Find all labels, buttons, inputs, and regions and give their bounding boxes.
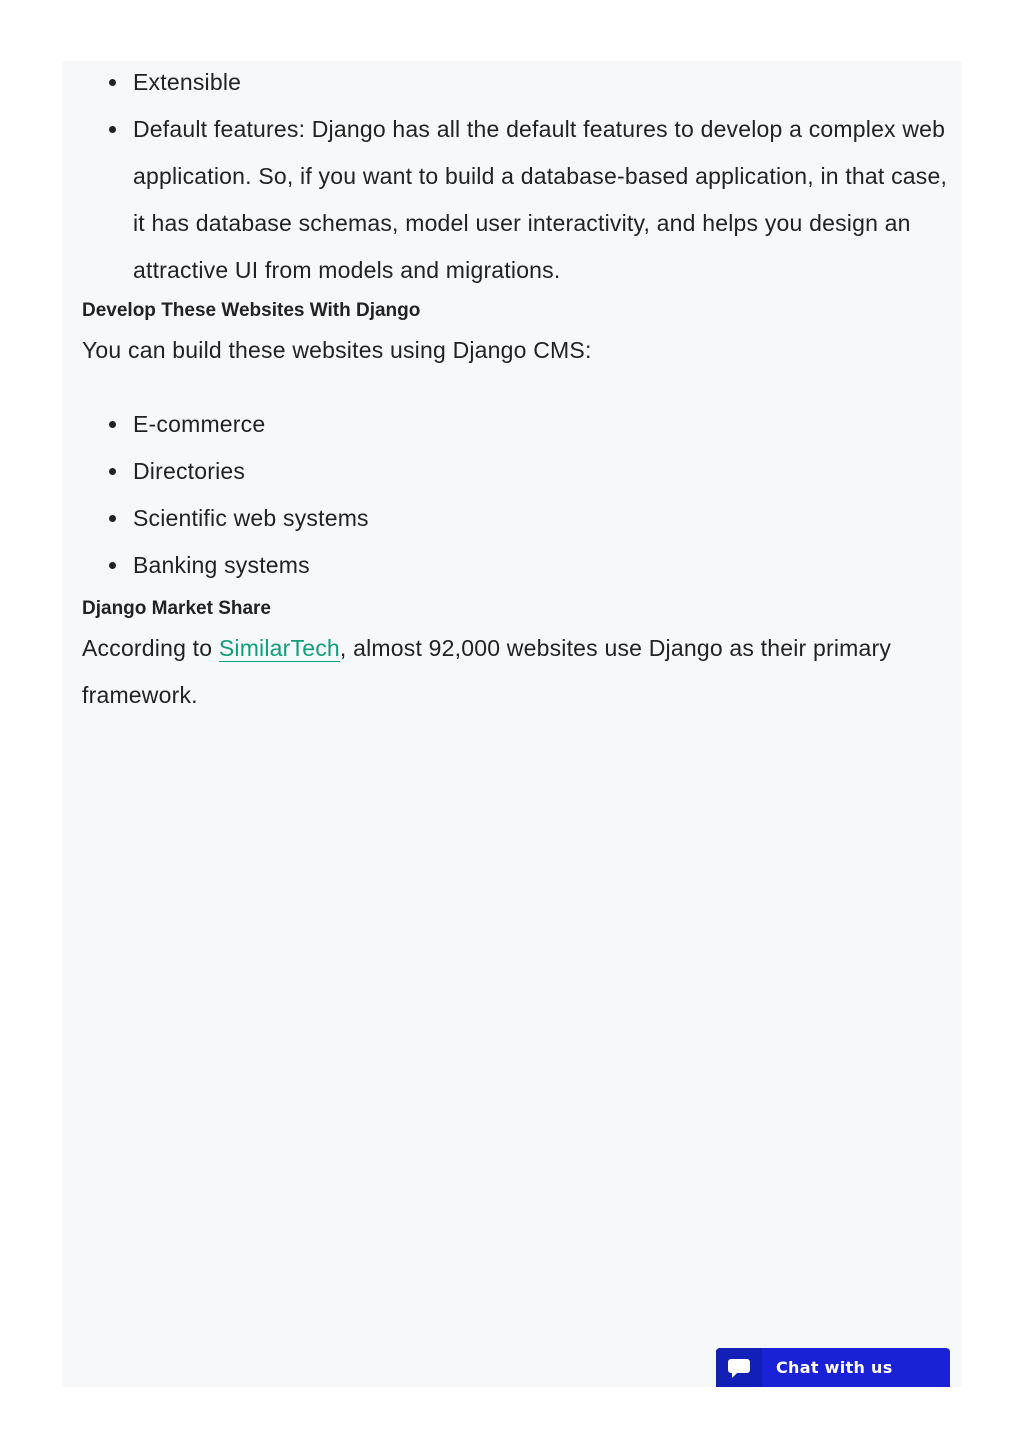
websites-list bbox=[82, 401, 952, 589]
market-text-after: , almost 92,000 websites use Django as their primary framework. bbox=[82, 635, 892, 708]
chat-label: Chat with us bbox=[776, 1358, 893, 1377]
websites-intro: You can build these websites using Django CMS: bbox=[82, 337, 592, 363]
list-item: Banking systems bbox=[82, 542, 952, 589]
section-heading-market-share: Django Market Share bbox=[82, 598, 271, 619]
features-list bbox=[82, 59, 952, 294]
list-item: Extensible bbox=[82, 59, 952, 106]
chat-bubble-icon bbox=[716, 1348, 762, 1387]
market-text-before: According to bbox=[82, 635, 219, 661]
document-page bbox=[62, 61, 962, 1387]
similartech-link[interactable]: SimilarTech bbox=[218, 635, 340, 661]
list-item: Directories bbox=[82, 448, 952, 495]
list-item: Scientific web systems bbox=[82, 495, 952, 542]
list-item: E-commerce bbox=[82, 401, 952, 448]
chat-widget-button[interactable] bbox=[716, 1348, 950, 1387]
market-share-paragraph bbox=[82, 625, 952, 719]
article-content bbox=[82, 61, 952, 719]
list-item: Default features: Django has all the default features to develop a complex web application. So, if you want to build a database-based application, in that case, it has database schemas, model user interactivity, and helps you design an attractive UI from models and migrations. bbox=[82, 106, 952, 294]
section-heading-websites: Develop These Websites With Django bbox=[82, 300, 421, 321]
